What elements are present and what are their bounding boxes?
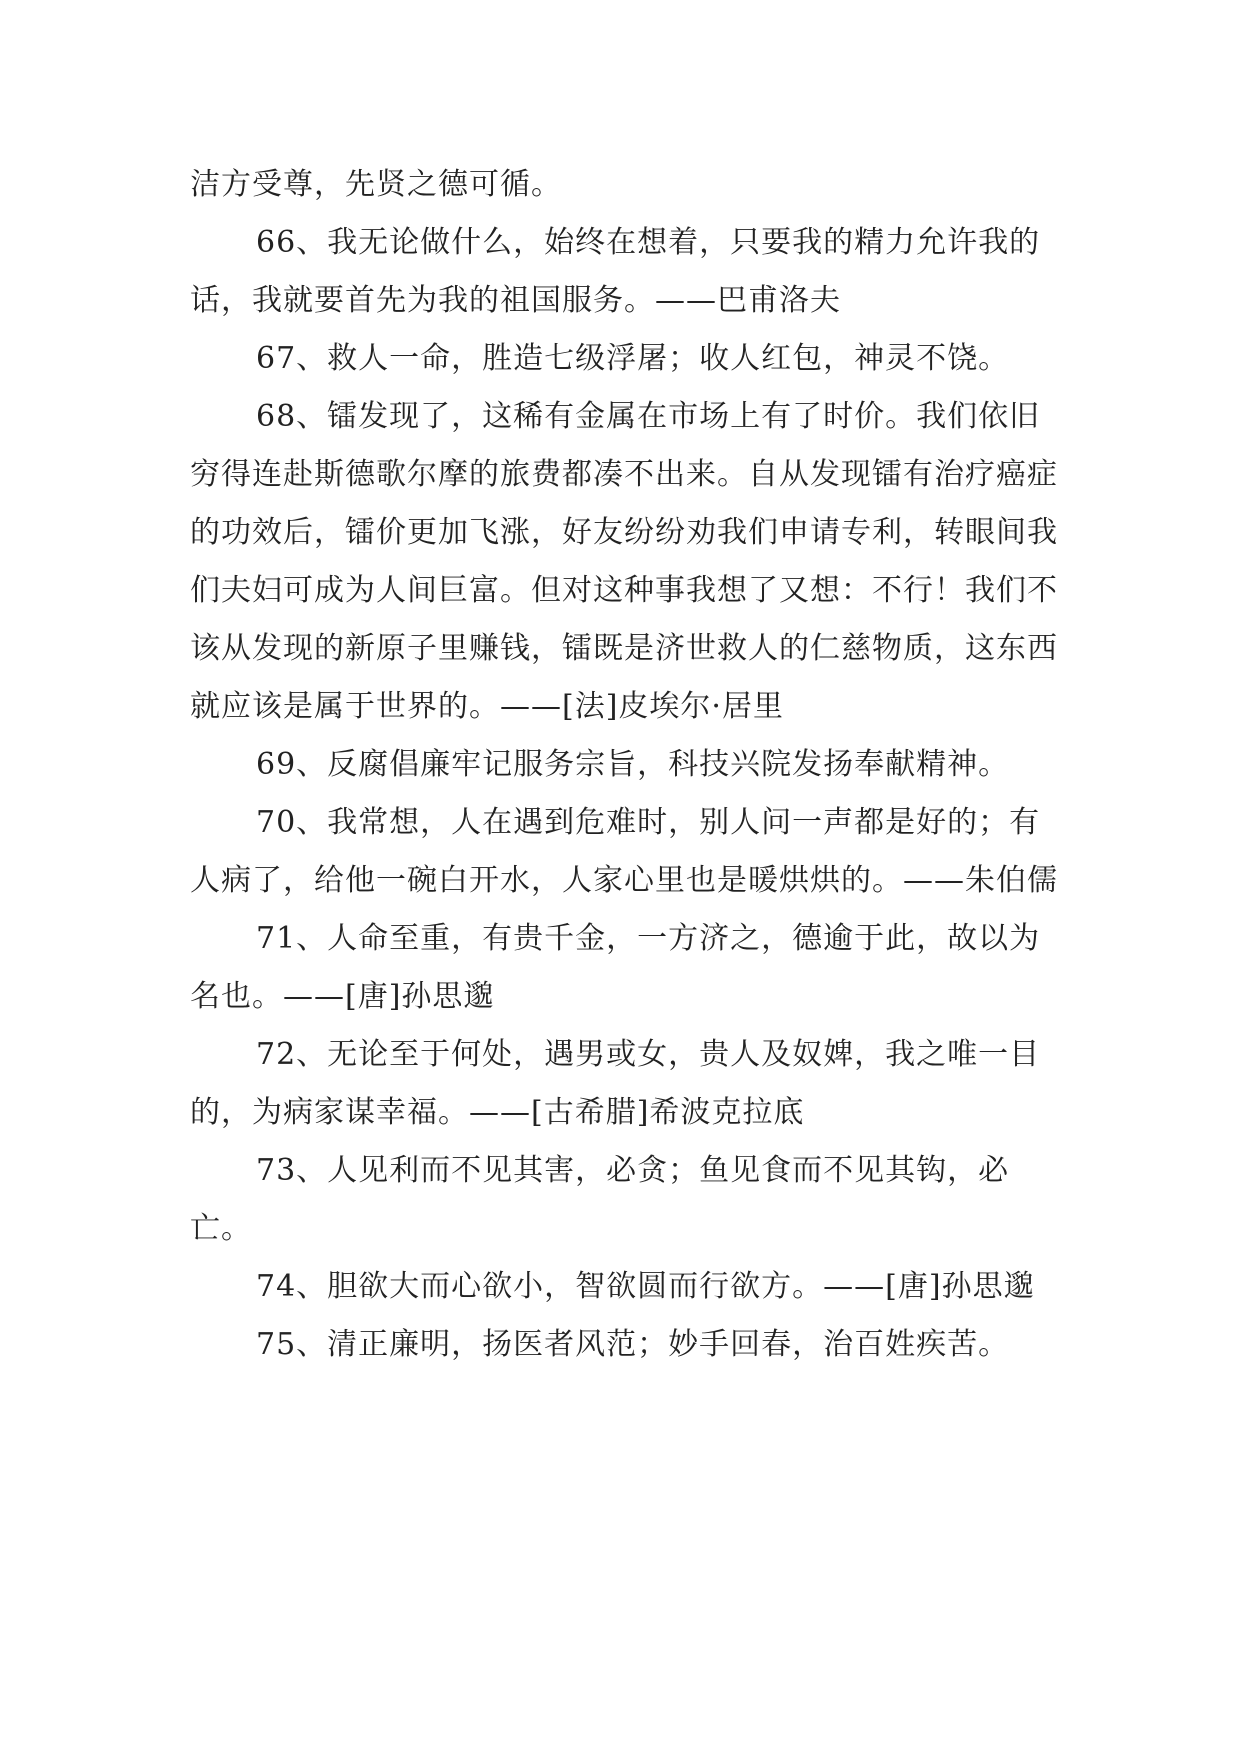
quote-72: 72、无论至于何处，遇男或女，贵人及奴婢，我之唯一目的，为病家谋幸福。——[古希腊]希波克拉底 [190, 1037, 1041, 1130]
quote-66: 66、我无论做什么，始终在想着，只要我的精力允许我的话，我就要首先为我的祖国服务。——巴甫洛夫 [190, 225, 1041, 318]
quote-69: 69、反腐倡廉牢记服务宗旨，科技兴院发扬奉献精神。 [256, 747, 1010, 782]
quote-67: 67、救人一命，胜造七级浮屠；收人红包，神灵不饶。 [256, 341, 1010, 376]
quote-70: 70、我常想，人在遇到危难时，别人问一声都是好的；有人病了，给他一碗白开水，人家心里也是暖烘烘的。——朱伯儒 [190, 805, 1058, 898]
document-body [190, 156, 1060, 1374]
quote-73: 73、人见利而不见其害，必贪；鱼见食而不见其钩，必亡。 [190, 1153, 1010, 1246]
quote-75: 75、清正廉明，扬医者风范；妙手回春，治百姓疾苦。 [256, 1327, 1010, 1362]
paragraph-continuation: 洁方受尊，先贤之德可循。 [190, 167, 562, 202]
quote-68: 68、镭发现了，这稀有金属在市场上有了时价。我们依旧穷得连赴斯德歌尔摩的旅费都凑不出来。自从发现镭有治疗癌症的功效后，镭价更加飞涨，好友纷纷劝我们申请专利，转眼间我们夫妇可成为人间巨富。但对这种事我想了又想：不行！我们不该从发现的新原子里赚钱，镭既是济世救人的仁慈物质，这东西就应该是属于世界的。——[法]皮埃尔·居里 [190, 399, 1058, 724]
quote-74: 74、胆欲大而心欲小，智欲圆而行欲方。——[唐]孙思邈 [256, 1269, 1035, 1304]
quote-71: 71、人命至重，有贵千金，一方济之，德逾于此，故以为名也。——[唐]孙思邈 [190, 921, 1041, 1014]
